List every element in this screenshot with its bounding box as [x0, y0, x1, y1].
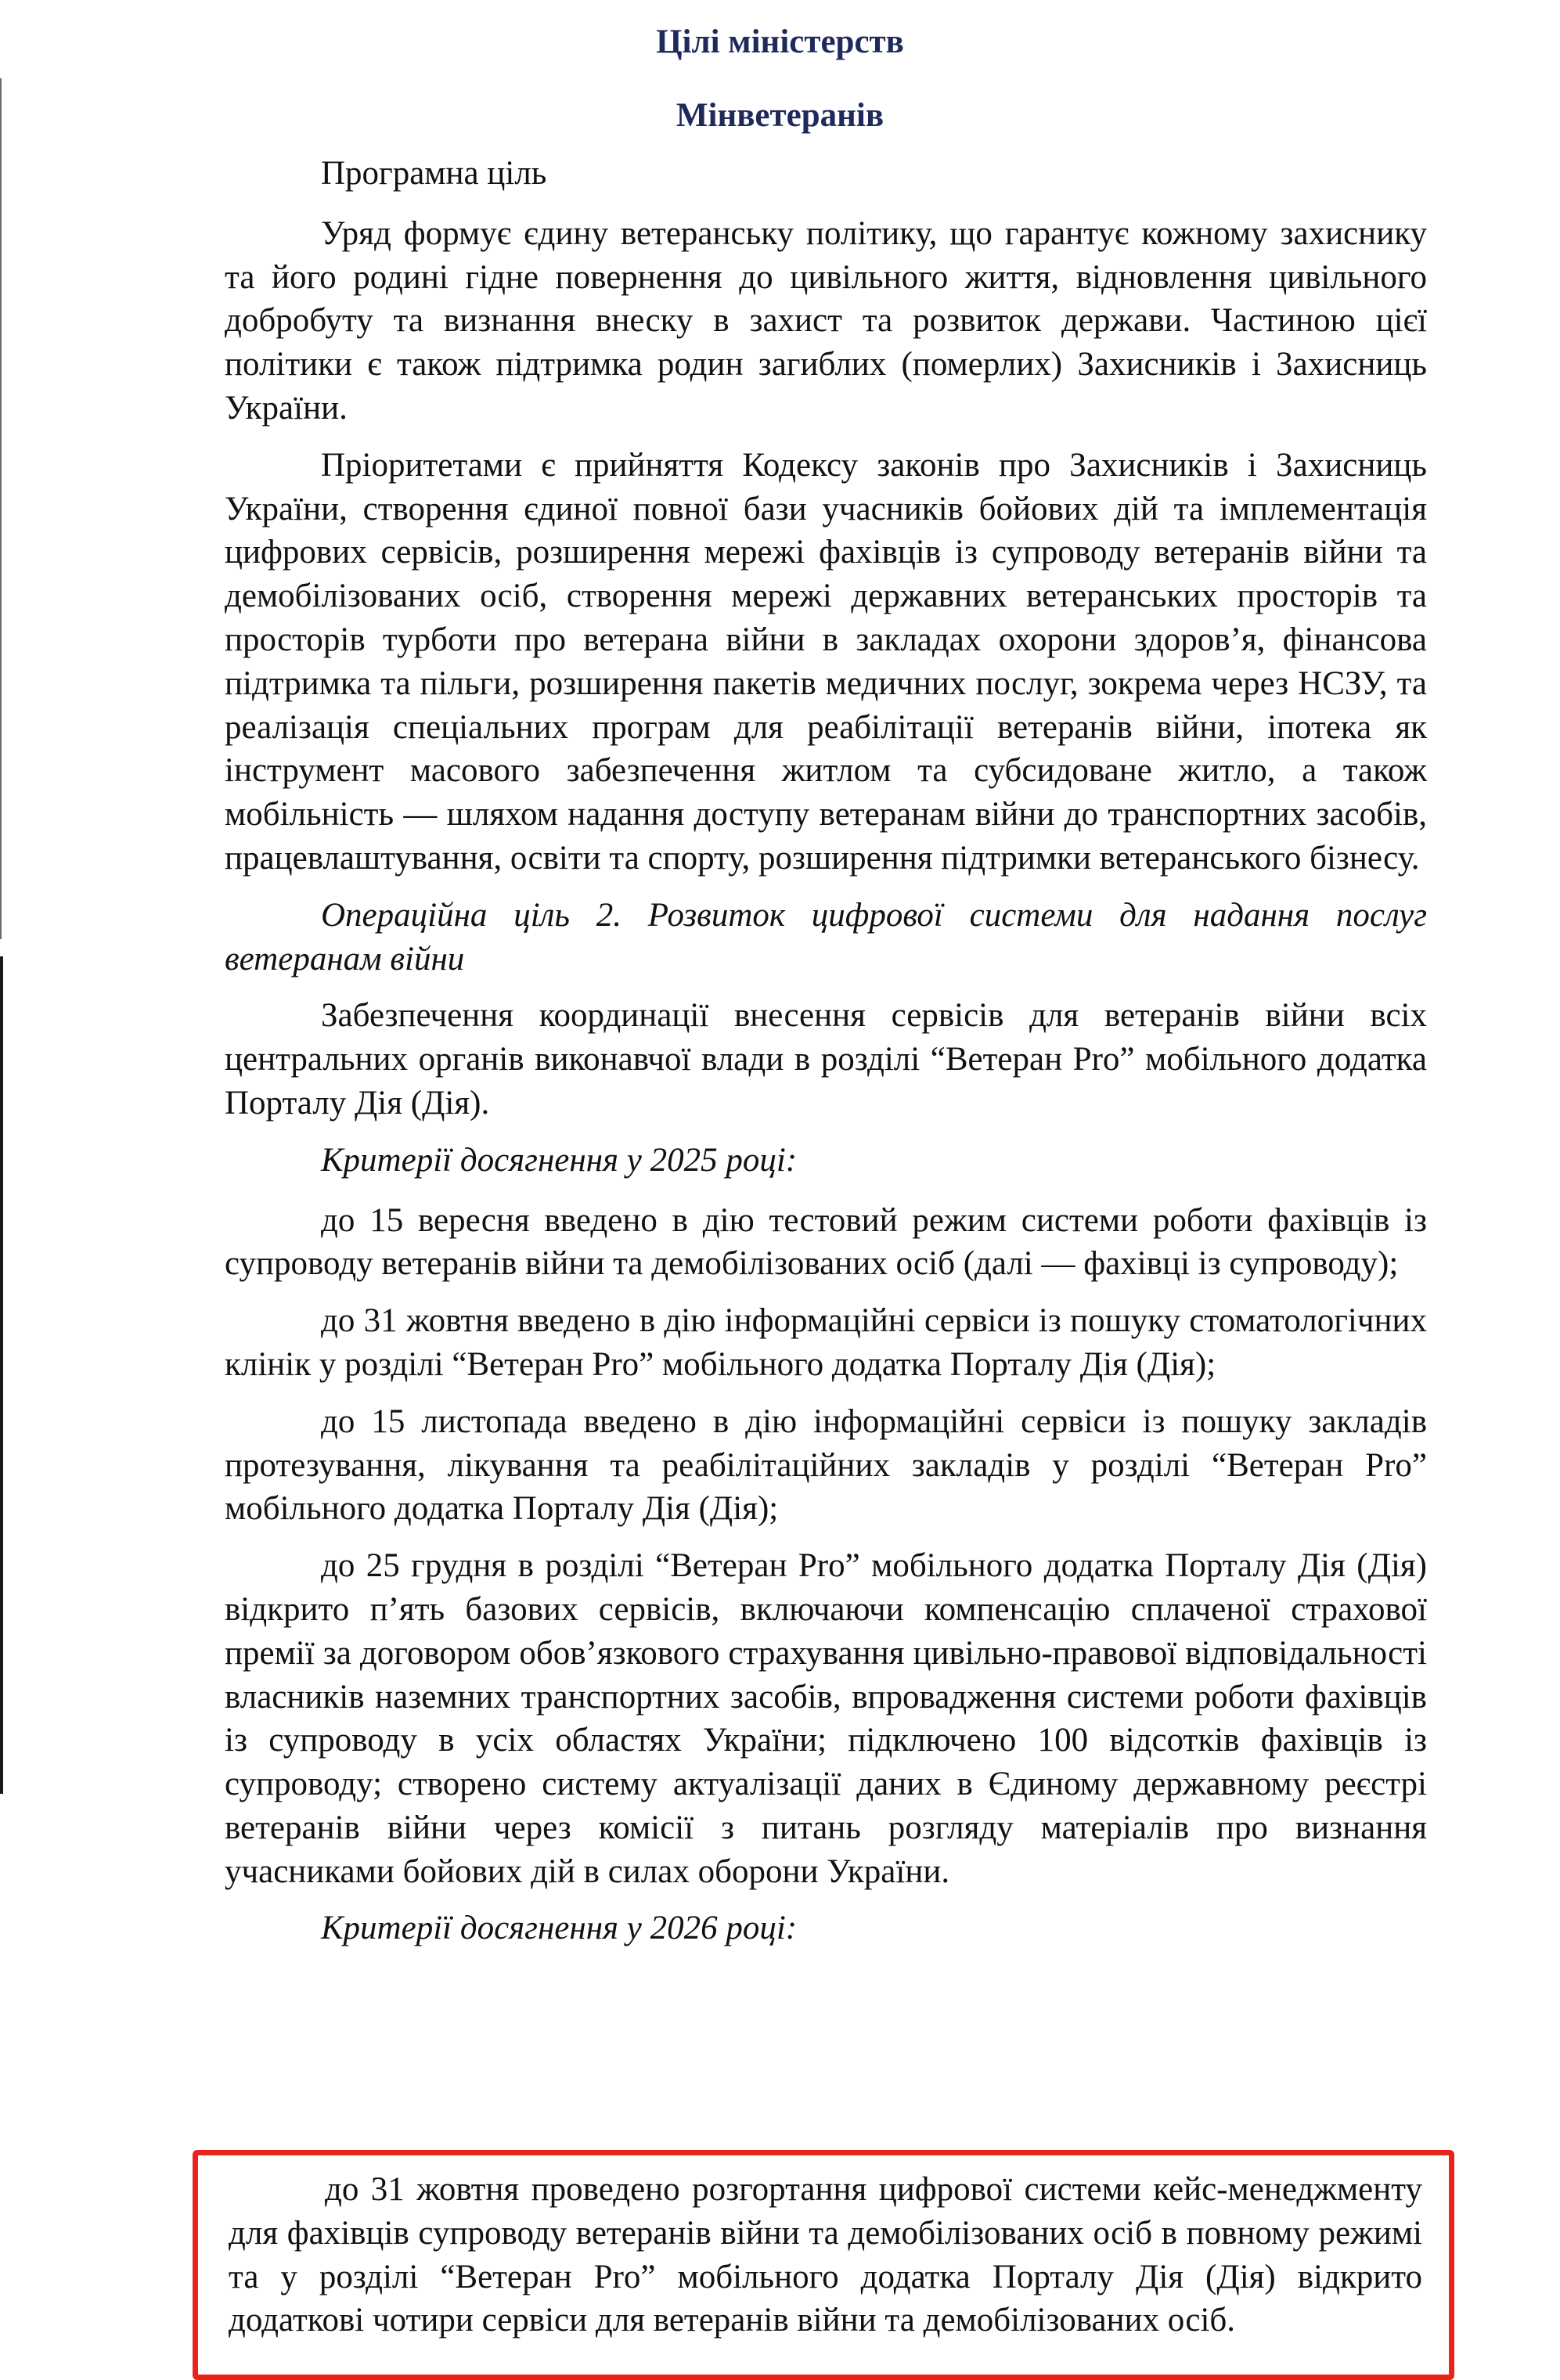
- criteria-2025-label: Критерії досягнення у 2025 році:: [321, 1141, 798, 1179]
- operational-goal-text: Забезпечення координації внесення сервісів для ветеранів війни всіх центральних органів виконавчої влади в розділі “Ветеран Pro” мобільного додатка Порталу Дія (Дія).: [225, 997, 1427, 1122]
- criteria-2025-item: до 25 грудня в розділі “Ветеран Pro” мобільного додатка Порталу Дія (Дія) відкрито п’ять базових сервісів, включаючи компенсацію сплаченої страхової премії за договором обов’язкового страхування цивільно-правової відповідальності власників наземних транспортних засобів, впровадження системи роботи фахівців із супроводу в усіх областях України; підключено 100 відсотків фахівців із супроводу; створено систему актуалізації даних в Єдиному державному реєстрі ветеранів війни через комісії з питань розгляду матеріалів про визнання учасниками бойових дій в силах оборони України.: [225, 1547, 1427, 1890]
- priorities-text: Пріоритетами є прийняття Кодексу законів про Захисників і Захисниць України, створення єдиної повної бази учасників бойових дій та імплементація цифрових сервісів, розширення мережі фахівців із супроводу ветеранів війни та демобілізованих осіб, створення мережі державних ветеранських просторів та просторів турботи про ветерана війни в закладах охорони здоров’я, фінансова підтримка та пільги, розширення пакетів медичних послуг, зокрема через НСЗУ, та реалізація спеціальних програм для реабілітації ветеранів війни, іпотека як інструмент масового забезпечення житлом та субсидоване житло, а також мобільність — шляхом надання доступу ветеранам війни до транспортних засобів, працевлаштування, освіти та спорту, розширення підтримки ветеранського бізнесу.: [225, 446, 1427, 877]
- program-goal-text: Уряд формує єдину ветеранську політику, що гарантує кожному захиснику та його родині гідне повернення до цивільного життя, відновлення цивільного добробуту та визнання внеску в захист та розвиток держави. Частиною цієї політики є також підтримка родин загиблих (померлих) Захисників і Захисниць України.: [225, 214, 1427, 427]
- criteria-2026-label: Критерії досягнення у 2026 році:: [321, 1910, 798, 1947]
- ministry-heading: Мінветеранів: [676, 97, 884, 134]
- criteria-2025-item: до 15 вересня введено в дію тестовий режим системи роботи фахівців із супроводу ветеранів війни та демобілізованих осіб (далі — фахівці із супроводу);: [225, 1201, 1427, 1283]
- left-edge-line-lower: [0, 956, 3, 1794]
- program-goal-label: Програмна ціль: [321, 155, 547, 192]
- operational-goal-title: Операційна ціль 2. Розвиток цифрової системи для надання послуг ветеранам війни: [225, 896, 1427, 978]
- criteria-2025-item: до 31 жовтня введено в дію інформаційні сервіси із пошуку стоматологічних клінік у розділі “Ветеран Pro” мобільного додатка Порталу Дія (Дія);: [225, 1302, 1427, 1383]
- left-edge-line-upper: [0, 78, 2, 939]
- criteria-2026-item: до 31 жовтня проведено розгортання цифрової системи кейс-менеджменту для фахівців супроводу ветеранів війни та демобілізованих осіб в повному режимі та у розділі “Ветеран Pro” мобільного додатка Порталу Дія (Дія) відкрито додаткові чотири сервіси для ветеранів війни та демобілізованих осіб.: [229, 2171, 1422, 2339]
- criteria-2025-item: до 15 листопада введено в дію інформаційні сервіси із пошуку закладів протезування, лікування та реабілітаційних закладів у розділі “Ветеран Pro” мобільного додатка Порталу Дія (Дія);: [225, 1402, 1427, 1528]
- highlighted-criteria-2026: [193, 2150, 1454, 2380]
- document-title: Цілі міністерств: [656, 23, 904, 60]
- document-body: [225, 152, 1427, 1964]
